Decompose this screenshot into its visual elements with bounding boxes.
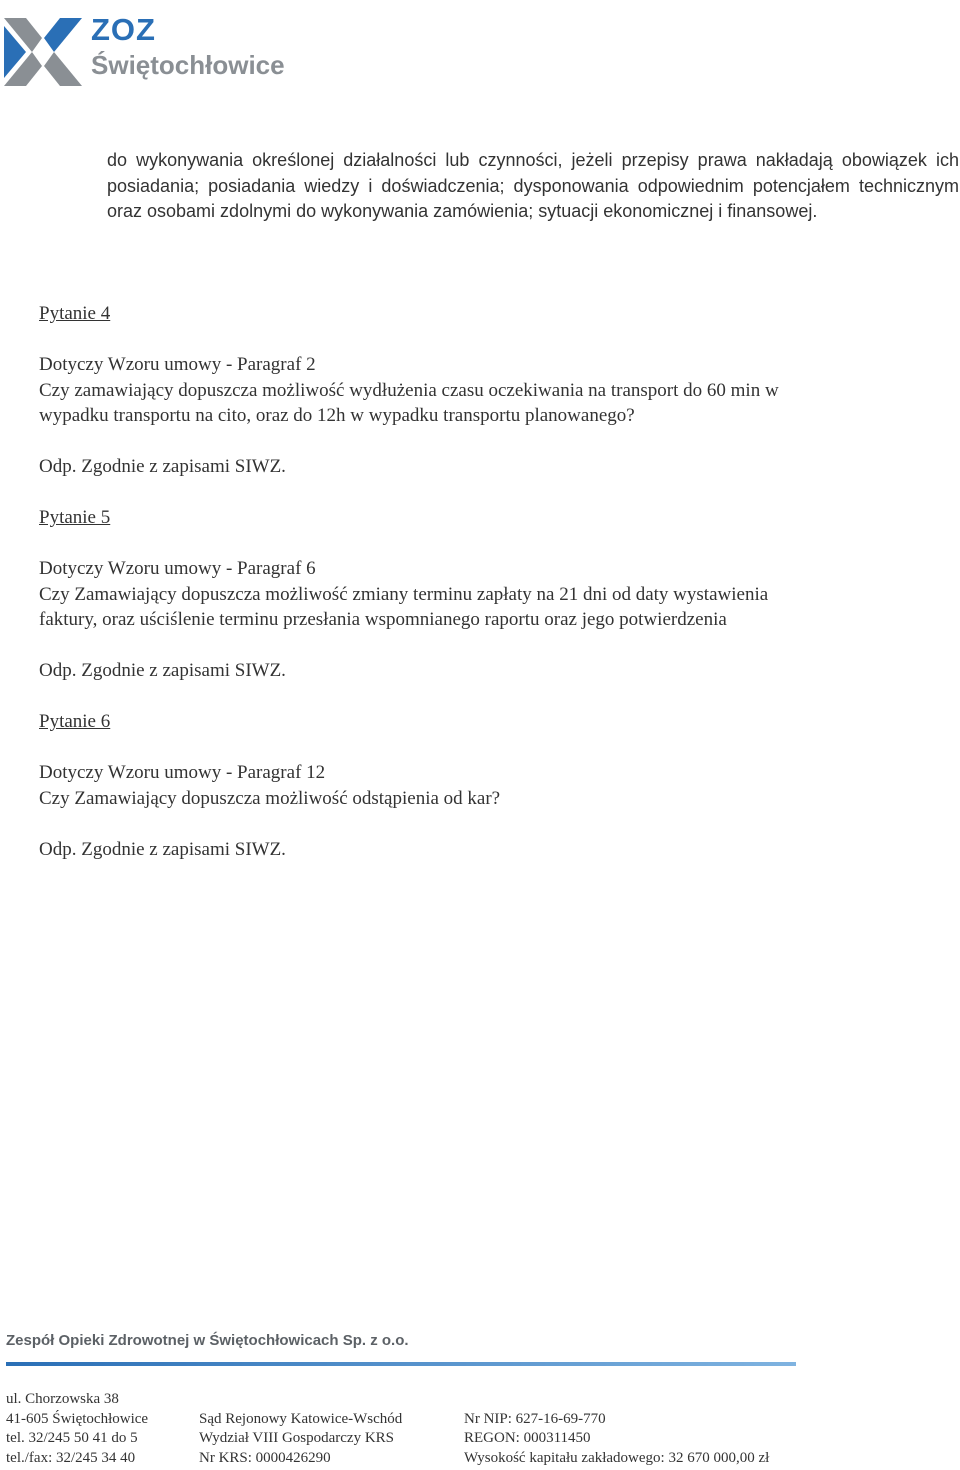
question-block-4 (39, 301, 939, 480)
footer-divider (6, 1362, 796, 1366)
footer-court (199, 1410, 402, 1469)
question-topic: Dotyczy Wzoru umowy - Paragraf 2 (39, 354, 316, 375)
footer-line: ul. Chorzowska 38 (6, 1391, 119, 1407)
answer-text: Odp. Zgodnie z zapisami SIWZ. (39, 838, 286, 860)
footer-line: Sąd Rejonowy Katowice-Wschód (199, 1410, 403, 1427)
footer-company-name: Zespół Opieki Zdrowotnej w Świętochłowicach Sp. z o.o. (6, 1332, 409, 1349)
footer-line: Nr KRS: 0000426290 (199, 1449, 331, 1466)
question-topic: Dotyczy Wzoru umowy - Paragraf 12 (39, 762, 326, 783)
question-topic: Dotyczy Wzoru umowy - Paragraf 6 (39, 558, 316, 579)
answer-text: Odp. Zgodnie z zapisami SIWZ. (39, 660, 286, 681)
footer-line: tel. 32/245 50 41 do 5 (6, 1430, 138, 1446)
question-text-line: wypadku transportu na cito, oraz do 12h w wypadku transportu planowanego? (39, 405, 635, 426)
answer-text: Odp. Zgodnie z zapisami SIWZ. (39, 456, 286, 477)
footer-line: Wydział VIII Gospodarczy KRS (199, 1430, 395, 1446)
question-block-6 (39, 709, 939, 862)
question-text-line: faktury, oraz uściślenie terminu przesłania wspomnianego raportu oraz jego potwierdzenia (39, 609, 727, 630)
footer-registry (464, 1410, 769, 1469)
footer-line: Wysokość kapitału zakładowego: 32 670 000,00 zł (464, 1449, 770, 1466)
logo-text-zoz: ZOZ (91, 12, 156, 47)
footer-line: REGON: 000311450 (464, 1430, 591, 1446)
footer-line: Nr NIP: 627-16-69-770 (464, 1410, 606, 1427)
question-block-5 (39, 505, 939, 684)
footer-line: 41-605 Świętochłowice (6, 1410, 149, 1427)
question-heading: Pytanie 5 (39, 507, 111, 528)
question-text-line: Czy Zamawiający dopuszcza możliwość zmiany terminu zapłaty na 21 dni od daty wystawienia (39, 583, 769, 605)
logo-text-city: Świętochłowice (91, 50, 285, 80)
question-heading: Pytanie 4 (39, 303, 111, 324)
question-heading: Pytanie 6 (39, 711, 111, 732)
question-text-line: Czy Zamawiający dopuszcza możliwość odstąpienia od kar? (39, 787, 501, 809)
question-text-line: Czy zamawiający dopuszcza możliwość wydłużenia czasu oczekiwania na transport do 60 min w (39, 379, 779, 401)
footer-line: tel./fax: 32/245 34 40 (6, 1449, 136, 1466)
intro-paragraph: do wykonywania określonej działalności lub czynności, jeżeli przepisy prawa nakładają obowiązek ich posiadania; posiadania wiedzy i doświadczenia; dysponowania odpowiednim potencjałem technicznym oraz osobami zdolnymi do wykonywania zamówienia; sytuacji ekonomicznej i finansowej. (107, 150, 959, 221)
footer-address (6, 1390, 148, 1468)
